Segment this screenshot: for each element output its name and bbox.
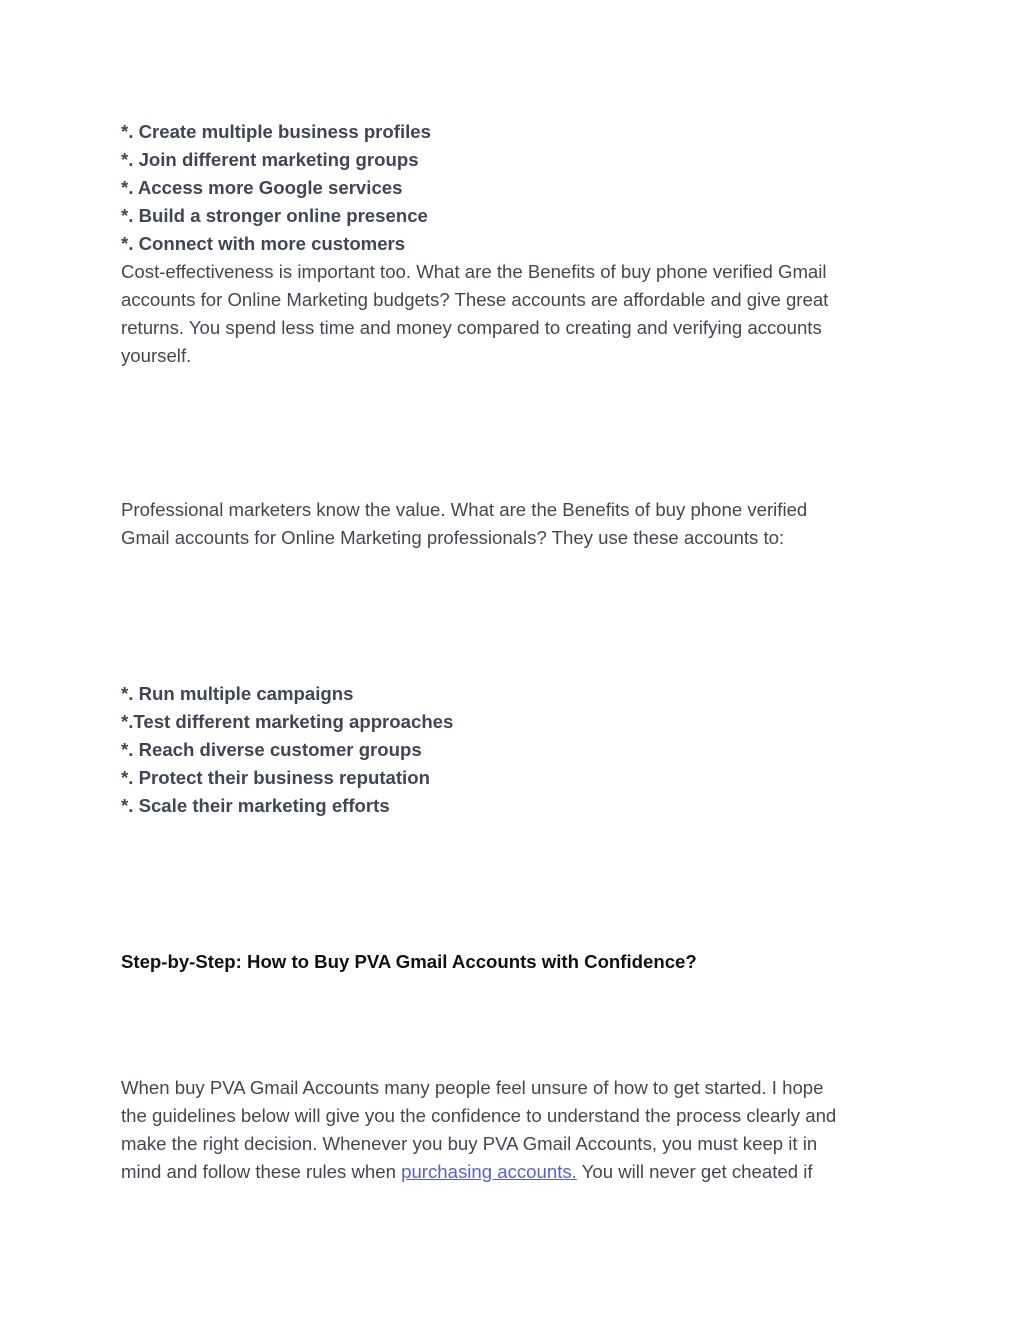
list-item: *. Protect their business reputation <box>121 767 430 788</box>
paragraph-line: When buy PVA Gmail Accounts many people feel unsure of how to get started. I hope <box>121 1077 824 1098</box>
list-item: *. Join different marketing groups <box>121 149 419 170</box>
paragraph-line: the guidelines below will give you the confidence to understand the process clearly and <box>121 1105 837 1126</box>
list-item: *. Access more Google services <box>121 177 403 198</box>
list-item: *. Create multiple business profiles <box>121 121 431 142</box>
list-item: *. Scale their marketing efforts <box>121 795 390 816</box>
paragraph-line: Gmail accounts for Online Marketing professionals? They use these accounts to: <box>121 527 785 548</box>
professionals-paragraph <box>121 496 807 552</box>
purchasing-accounts-link[interactable]: purchasing accounts. <box>401 1161 577 1182</box>
benefits-list <box>121 118 828 370</box>
paragraph-line: returns. You spend less time and money compared to creating and verifying accounts <box>121 317 822 338</box>
paragraph-line: make the right decision. Whenever you buy PVA Gmail Accounts, you must keep it in <box>121 1133 818 1154</box>
list-item: *. Build a stronger online presence <box>121 205 428 226</box>
paragraph-line <box>121 1158 836 1186</box>
paragraph-line: yourself. <box>121 345 192 366</box>
professional-uses-list <box>121 680 453 820</box>
guidelines-paragraph <box>121 1074 836 1186</box>
paragraph-line: Cost-effectiveness is important too. What are the Benefits of buy phone verified Gmail <box>121 261 827 282</box>
text: mind and follow these rules when <box>121 1161 402 1182</box>
list-item: *. Run multiple campaigns <box>121 683 354 704</box>
text: You will never get cheated if <box>576 1161 813 1182</box>
paragraph-line: accounts for Online Marketing budgets? These accounts are affordable and give great <box>121 289 829 310</box>
section-heading: Step-by-Step: How to Buy PVA Gmail Accounts with Confidence? <box>121 951 697 972</box>
list-item: *. Reach diverse customer groups <box>121 739 422 760</box>
list-item: *. Connect with more customers <box>121 233 406 254</box>
paragraph-line: Professional marketers know the value. What are the Benefits of buy phone verified <box>121 499 808 520</box>
list-item: *.Test different marketing approaches <box>121 711 454 732</box>
